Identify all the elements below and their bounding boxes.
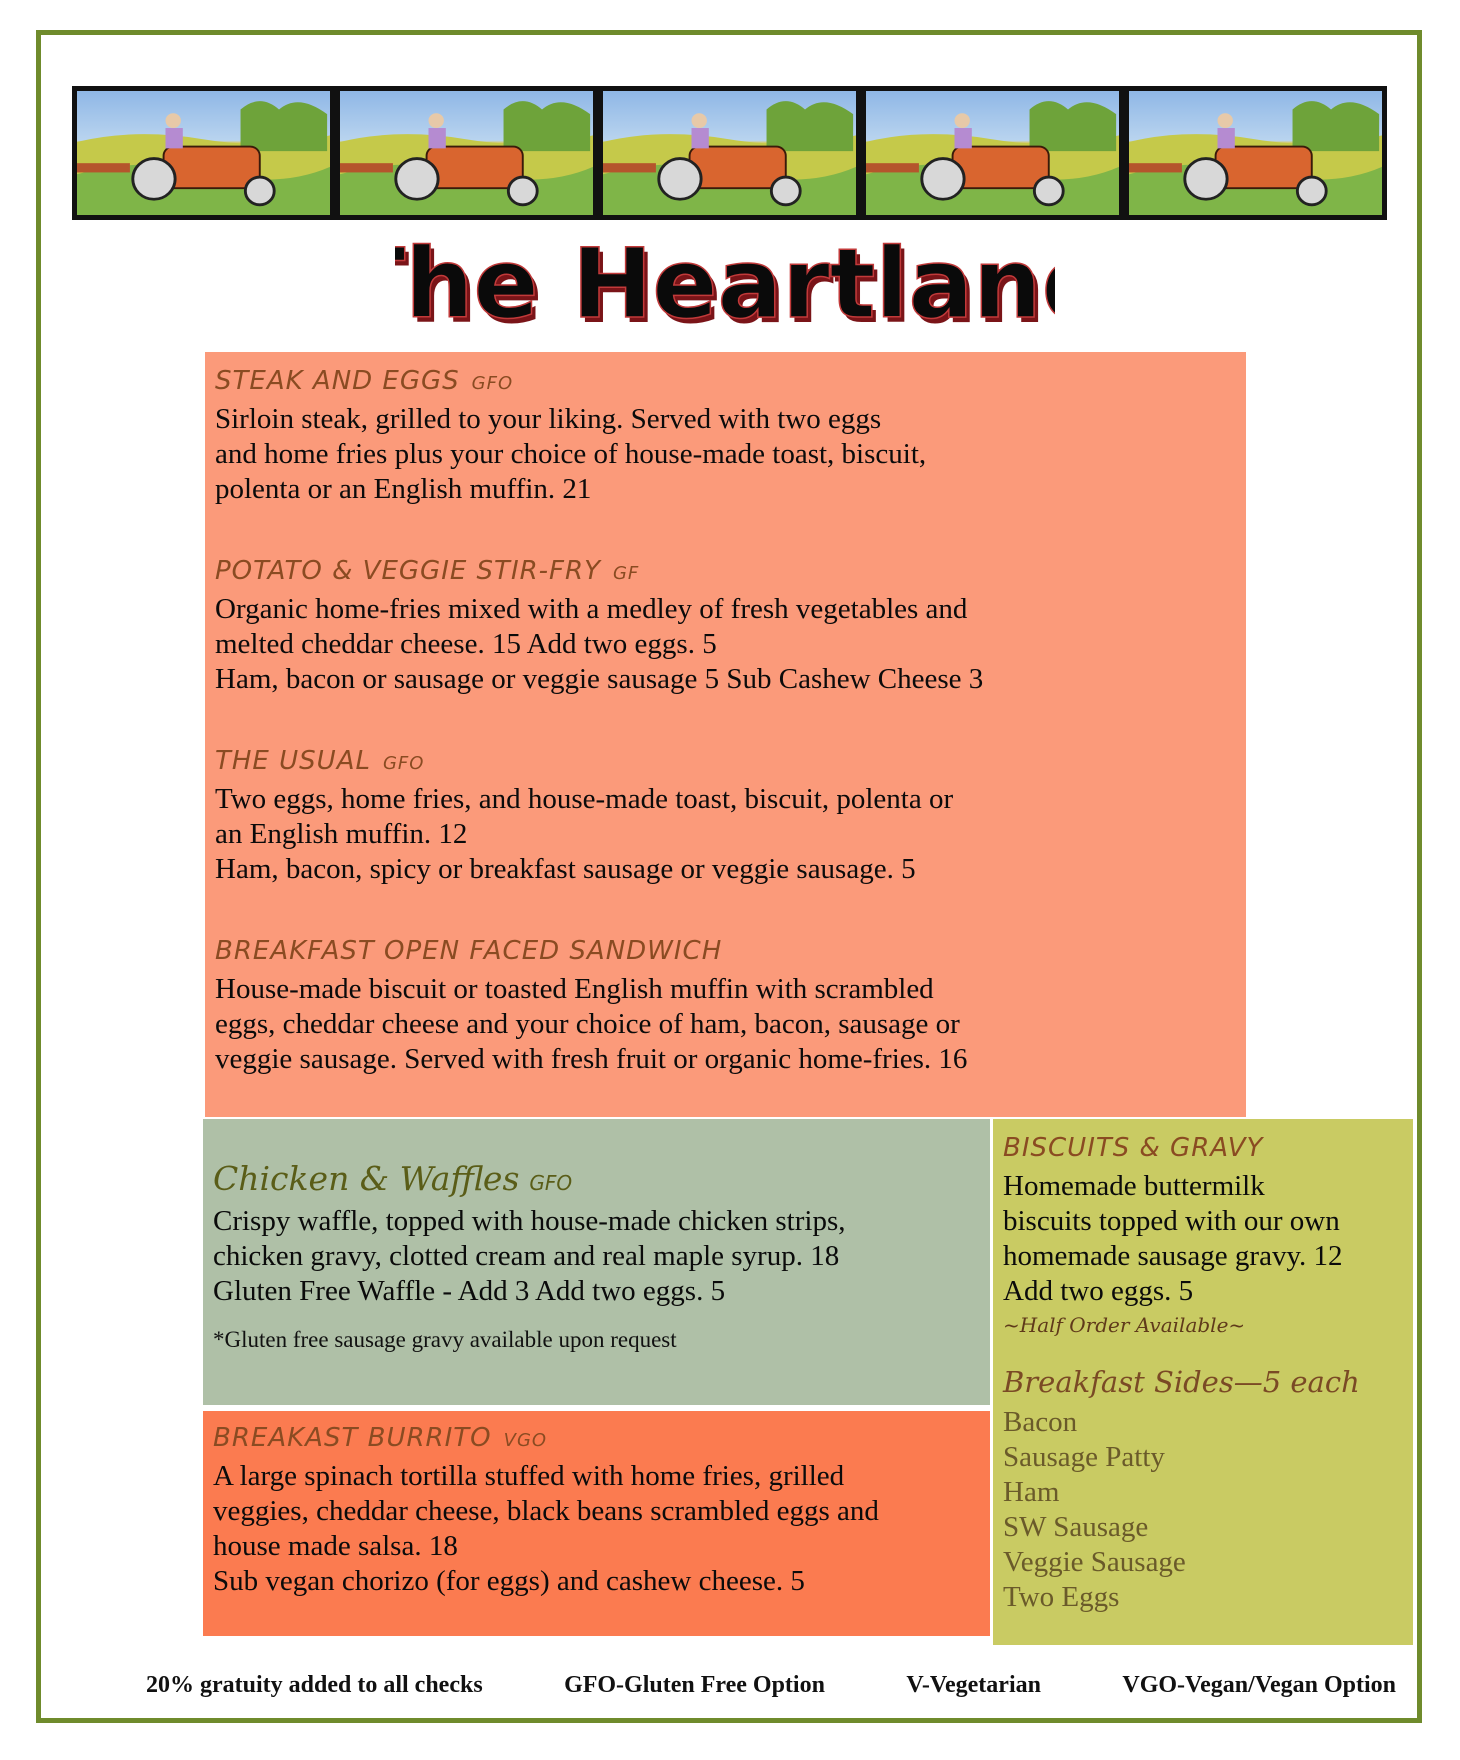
restaurant-logo xyxy=(395,212,1055,352)
menu-footer xyxy=(146,1672,1396,1708)
diet-tag: GFO xyxy=(471,373,514,394)
item-title xyxy=(213,1423,980,1453)
gravy-note: *Gluten free sausage gravy available upon request xyxy=(213,1327,677,1352)
description-line: veggie sausage. Served with fresh fruit or organic home-fries. 16 xyxy=(215,1043,968,1075)
menu-item-burrito xyxy=(213,1423,980,1599)
description-line: Gluten Free Waffle - Add 3 Add two eggs. 5 xyxy=(213,1275,726,1307)
item-description xyxy=(1003,1169,1403,1309)
item-description xyxy=(215,592,1236,697)
description-line: House-made biscuit or toasted English muffin with scrambled xyxy=(215,973,934,1005)
burrito-panel xyxy=(203,1411,990,1636)
description-line: biscuits topped with our own xyxy=(1003,1205,1340,1237)
logo-text: he Heartlan xyxy=(405,228,1042,340)
menu-item-stir-fry xyxy=(215,556,1236,697)
legend-vegetarian: V-Vegetarian xyxy=(906,1672,1041,1698)
description-line: Ham, bacon, spicy or breakfast sausage or veggie sausage. 5 xyxy=(215,853,916,885)
description-line: Add two eggs. 5 xyxy=(1003,1275,1194,1307)
item-title xyxy=(213,1159,980,1198)
item-description xyxy=(215,782,1236,887)
side-item: Sausage Patty xyxy=(1003,1441,1165,1473)
menu-item-the-usual xyxy=(215,746,1236,887)
sides-heading: Breakfast Sides—5 each xyxy=(1003,1365,1360,1399)
main-breakfast-panel xyxy=(205,352,1246,1117)
item-name: BISCUITS & GRAVY xyxy=(1003,1133,1264,1163)
description-line: eggs, cheddar cheese and your choice of ham, bacon, sausage or xyxy=(215,1008,960,1040)
item-name: Chicken & Waffles xyxy=(213,1159,520,1198)
item-name: THE USUAL xyxy=(215,746,371,776)
chicken-waffles-panel xyxy=(203,1119,990,1405)
description-line: melted cheddar cheese. 15 Add two eggs. 5 xyxy=(215,628,717,660)
side-item: Veggie Sausage xyxy=(1003,1546,1186,1578)
item-title xyxy=(215,936,1236,966)
description-line: Two eggs, home fries, and house-made toast, biscuit, polenta or xyxy=(215,783,954,815)
tractor-banner xyxy=(72,86,1387,220)
description-line: Sub vegan chorizo (for eggs) and cashew cheese. 5 xyxy=(213,1565,805,1597)
description-line: homemade sausage gravy. 12 xyxy=(1003,1240,1343,1272)
item-description xyxy=(215,972,1236,1077)
item-title xyxy=(215,746,1236,776)
description-line: Homemade buttermilk xyxy=(1003,1170,1265,1202)
legend-vgo: VGO-Vegan/Vegan Option xyxy=(1122,1672,1396,1698)
tractor-illustration xyxy=(861,86,1124,220)
menu-item-steak-and-eggs xyxy=(215,366,1236,507)
diet-tag: GF xyxy=(612,563,640,584)
description-line: Ham, bacon or sausage or veggie sausage 5 Sub Cashew Cheese 3 xyxy=(215,663,984,695)
item-description xyxy=(213,1204,980,1309)
item-title xyxy=(215,366,1236,396)
tractor-illustration xyxy=(335,86,598,220)
menu-item-chicken-waffles xyxy=(213,1159,980,1353)
sides-list xyxy=(1003,1405,1403,1615)
side-item: Two Eggs xyxy=(1003,1581,1120,1613)
menu-item-open-faced-sandwich xyxy=(215,936,1236,1077)
description-line: an English muffin. 12 xyxy=(215,818,468,850)
side-item: Bacon xyxy=(1003,1406,1078,1438)
item-title xyxy=(215,556,1236,586)
description-line: house made salsa. 18 xyxy=(213,1530,458,1562)
tractor-illustration xyxy=(1124,86,1387,220)
item-name: POTATO & VEGGIE STIR-FRY xyxy=(215,556,601,586)
side-item: Ham xyxy=(1003,1476,1060,1508)
legend-gfo: GFO-Gluten Free Option xyxy=(564,1672,825,1698)
item-name: BREAKFAST OPEN FACED SANDWICH xyxy=(215,936,723,966)
side-item: SW Sausage xyxy=(1003,1511,1149,1543)
tractor-illustration xyxy=(72,86,335,220)
gratuity-note: 20% gratuity added to all checks xyxy=(146,1672,483,1698)
description-line: and home fries plus your choice of house-made toast, biscuit, xyxy=(215,438,927,470)
diet-tag: GFO xyxy=(382,753,425,774)
description-line: A large spinach tortilla stuffed with home fries, grilled xyxy=(213,1460,845,1492)
item-name: STEAK AND EGGS xyxy=(215,366,460,396)
description-line: Sirloin steak, grilled to your liking. Served with two eggs xyxy=(215,403,882,435)
description-line: Crispy waffle, topped with house-made chicken strips, xyxy=(213,1205,846,1237)
item-name: BREAKAST BURRITO xyxy=(213,1423,492,1453)
menu-item-biscuits-gravy xyxy=(1003,1133,1403,1615)
diet-tag: VGO xyxy=(503,1430,548,1451)
item-description xyxy=(213,1459,980,1599)
description-line: Organic home-fries mixed with a medley of fresh vegetables and xyxy=(215,593,968,625)
biscuits-sides-panel xyxy=(993,1119,1413,1645)
diet-tag: GFO xyxy=(529,1171,573,1195)
description-line: polenta or an English muffin. 21 xyxy=(215,473,592,505)
half-order-note: ~Half Order Available~ xyxy=(1003,1313,1246,1337)
logo-shadow: he Heartlan xyxy=(409,233,1046,345)
item-description xyxy=(215,402,1236,507)
description-line: veggies, cheddar cheese, black beans scrambled eggs and xyxy=(213,1495,879,1527)
description-line: chicken gravy, clotted cream and real maple syrup. 18 xyxy=(213,1240,840,1272)
tractor-illustration xyxy=(598,86,861,220)
